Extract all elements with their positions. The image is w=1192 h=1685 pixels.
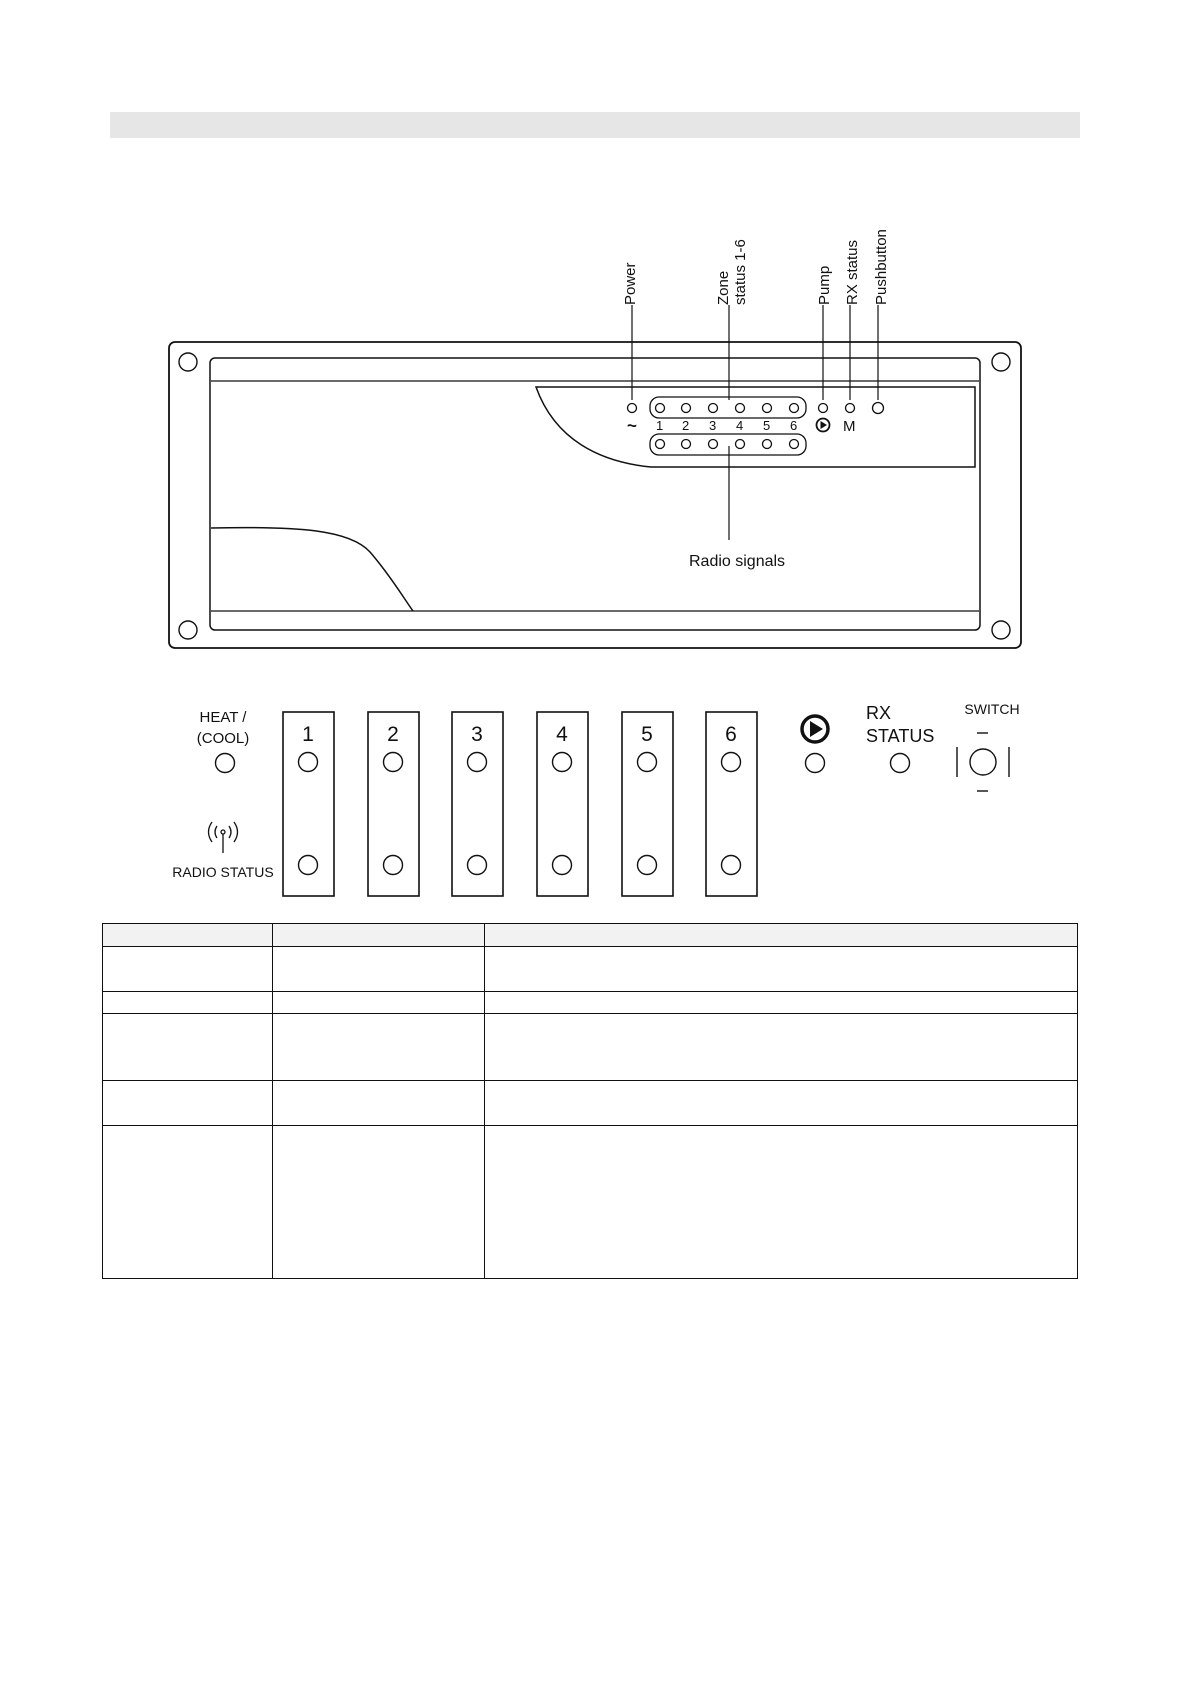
callout-power: Power — [622, 262, 639, 305]
rx-status-led-legend — [891, 754, 910, 773]
leader-lines — [632, 305, 878, 540]
device-enclosure — [169, 342, 1021, 648]
table-header-row — [103, 924, 1078, 947]
switch-label: SWITCH — [964, 701, 1020, 717]
table-cell — [485, 1014, 1078, 1081]
zone-bar-number: 5 — [641, 723, 653, 746]
rx-status-led — [846, 404, 855, 413]
zone-bar-number: 4 — [556, 723, 568, 746]
table-row — [103, 1081, 1078, 1126]
callout-zone-status: status 1-6 — [732, 239, 749, 305]
pump-icon-small — [817, 419, 830, 432]
table-cell — [103, 1081, 273, 1126]
table-cell — [103, 992, 273, 1014]
heat-cool-label: (COOL) — [196, 730, 250, 747]
zone-number: 4 — [736, 418, 744, 433]
zone-led — [468, 753, 487, 772]
table-cell — [485, 947, 1078, 992]
table-header-cell — [103, 924, 273, 947]
zone-number: 5 — [763, 418, 771, 433]
zone-bar-number: 2 — [387, 723, 399, 746]
radio-status-label: RADIO STATUS — [172, 864, 274, 880]
radio-led — [638, 856, 657, 875]
pump-icon — [802, 716, 828, 742]
zone-number: 2 — [682, 418, 690, 433]
table-header-cell — [485, 924, 1078, 947]
switch-button — [970, 749, 996, 775]
pushbutton — [873, 403, 884, 414]
zone-bar-number: 1 — [302, 723, 314, 746]
switch-symbol — [957, 733, 1009, 791]
zone-bar-number: 6 — [725, 723, 737, 746]
table-cell — [103, 1126, 273, 1279]
heat-cool-led — [216, 754, 235, 773]
table-cell — [273, 947, 485, 992]
zone-led — [384, 753, 403, 772]
radio-antenna-icon — [209, 822, 238, 853]
legend — [172, 701, 1019, 896]
zone-number: 6 — [790, 418, 798, 433]
table-cell — [103, 1014, 273, 1081]
zone-bar-number: 3 — [471, 723, 483, 746]
zone-led — [299, 753, 318, 772]
table-cell — [485, 1081, 1078, 1126]
radio-led — [384, 856, 403, 875]
zone-number: 3 — [709, 418, 717, 433]
zone-led — [553, 753, 572, 772]
table-row — [103, 1014, 1078, 1081]
zone-led — [638, 753, 657, 772]
zone-led — [722, 753, 741, 772]
radio-signals-label: Radio signals — [689, 553, 786, 570]
table-cell — [273, 1126, 485, 1279]
pump-led — [819, 404, 828, 413]
power-symbol: ~ — [627, 416, 637, 435]
callout-pushbutton: Pushbutton — [873, 229, 890, 305]
heat-cool-label: HEAT / — [199, 709, 247, 726]
callout-zone: Zone — [715, 270, 732, 305]
power-led — [628, 404, 637, 413]
table-cell — [273, 1081, 485, 1126]
pump-led-legend — [806, 754, 825, 773]
rx-status-label: RX — [866, 703, 892, 723]
rx-letter: M — [843, 418, 856, 435]
radio-led — [468, 856, 487, 875]
table-cell — [485, 992, 1078, 1014]
radio-led — [299, 856, 318, 875]
callout-rx-status: RX status — [844, 239, 861, 305]
table-header-cell — [273, 924, 485, 947]
callout-labels — [622, 229, 890, 305]
zone-number: 1 — [656, 418, 664, 433]
table-cell — [273, 992, 485, 1014]
table-cell — [103, 947, 273, 992]
radio-led — [553, 856, 572, 875]
callout-pump: Pump — [816, 265, 833, 305]
table-row — [103, 992, 1078, 1014]
table-row — [103, 1126, 1078, 1279]
info-table — [102, 923, 1078, 1279]
radio-led — [722, 856, 741, 875]
table-cell — [485, 1126, 1078, 1279]
table-row — [103, 947, 1078, 992]
table-cell — [273, 1014, 485, 1081]
rx-status-label: STATUS — [866, 726, 935, 746]
